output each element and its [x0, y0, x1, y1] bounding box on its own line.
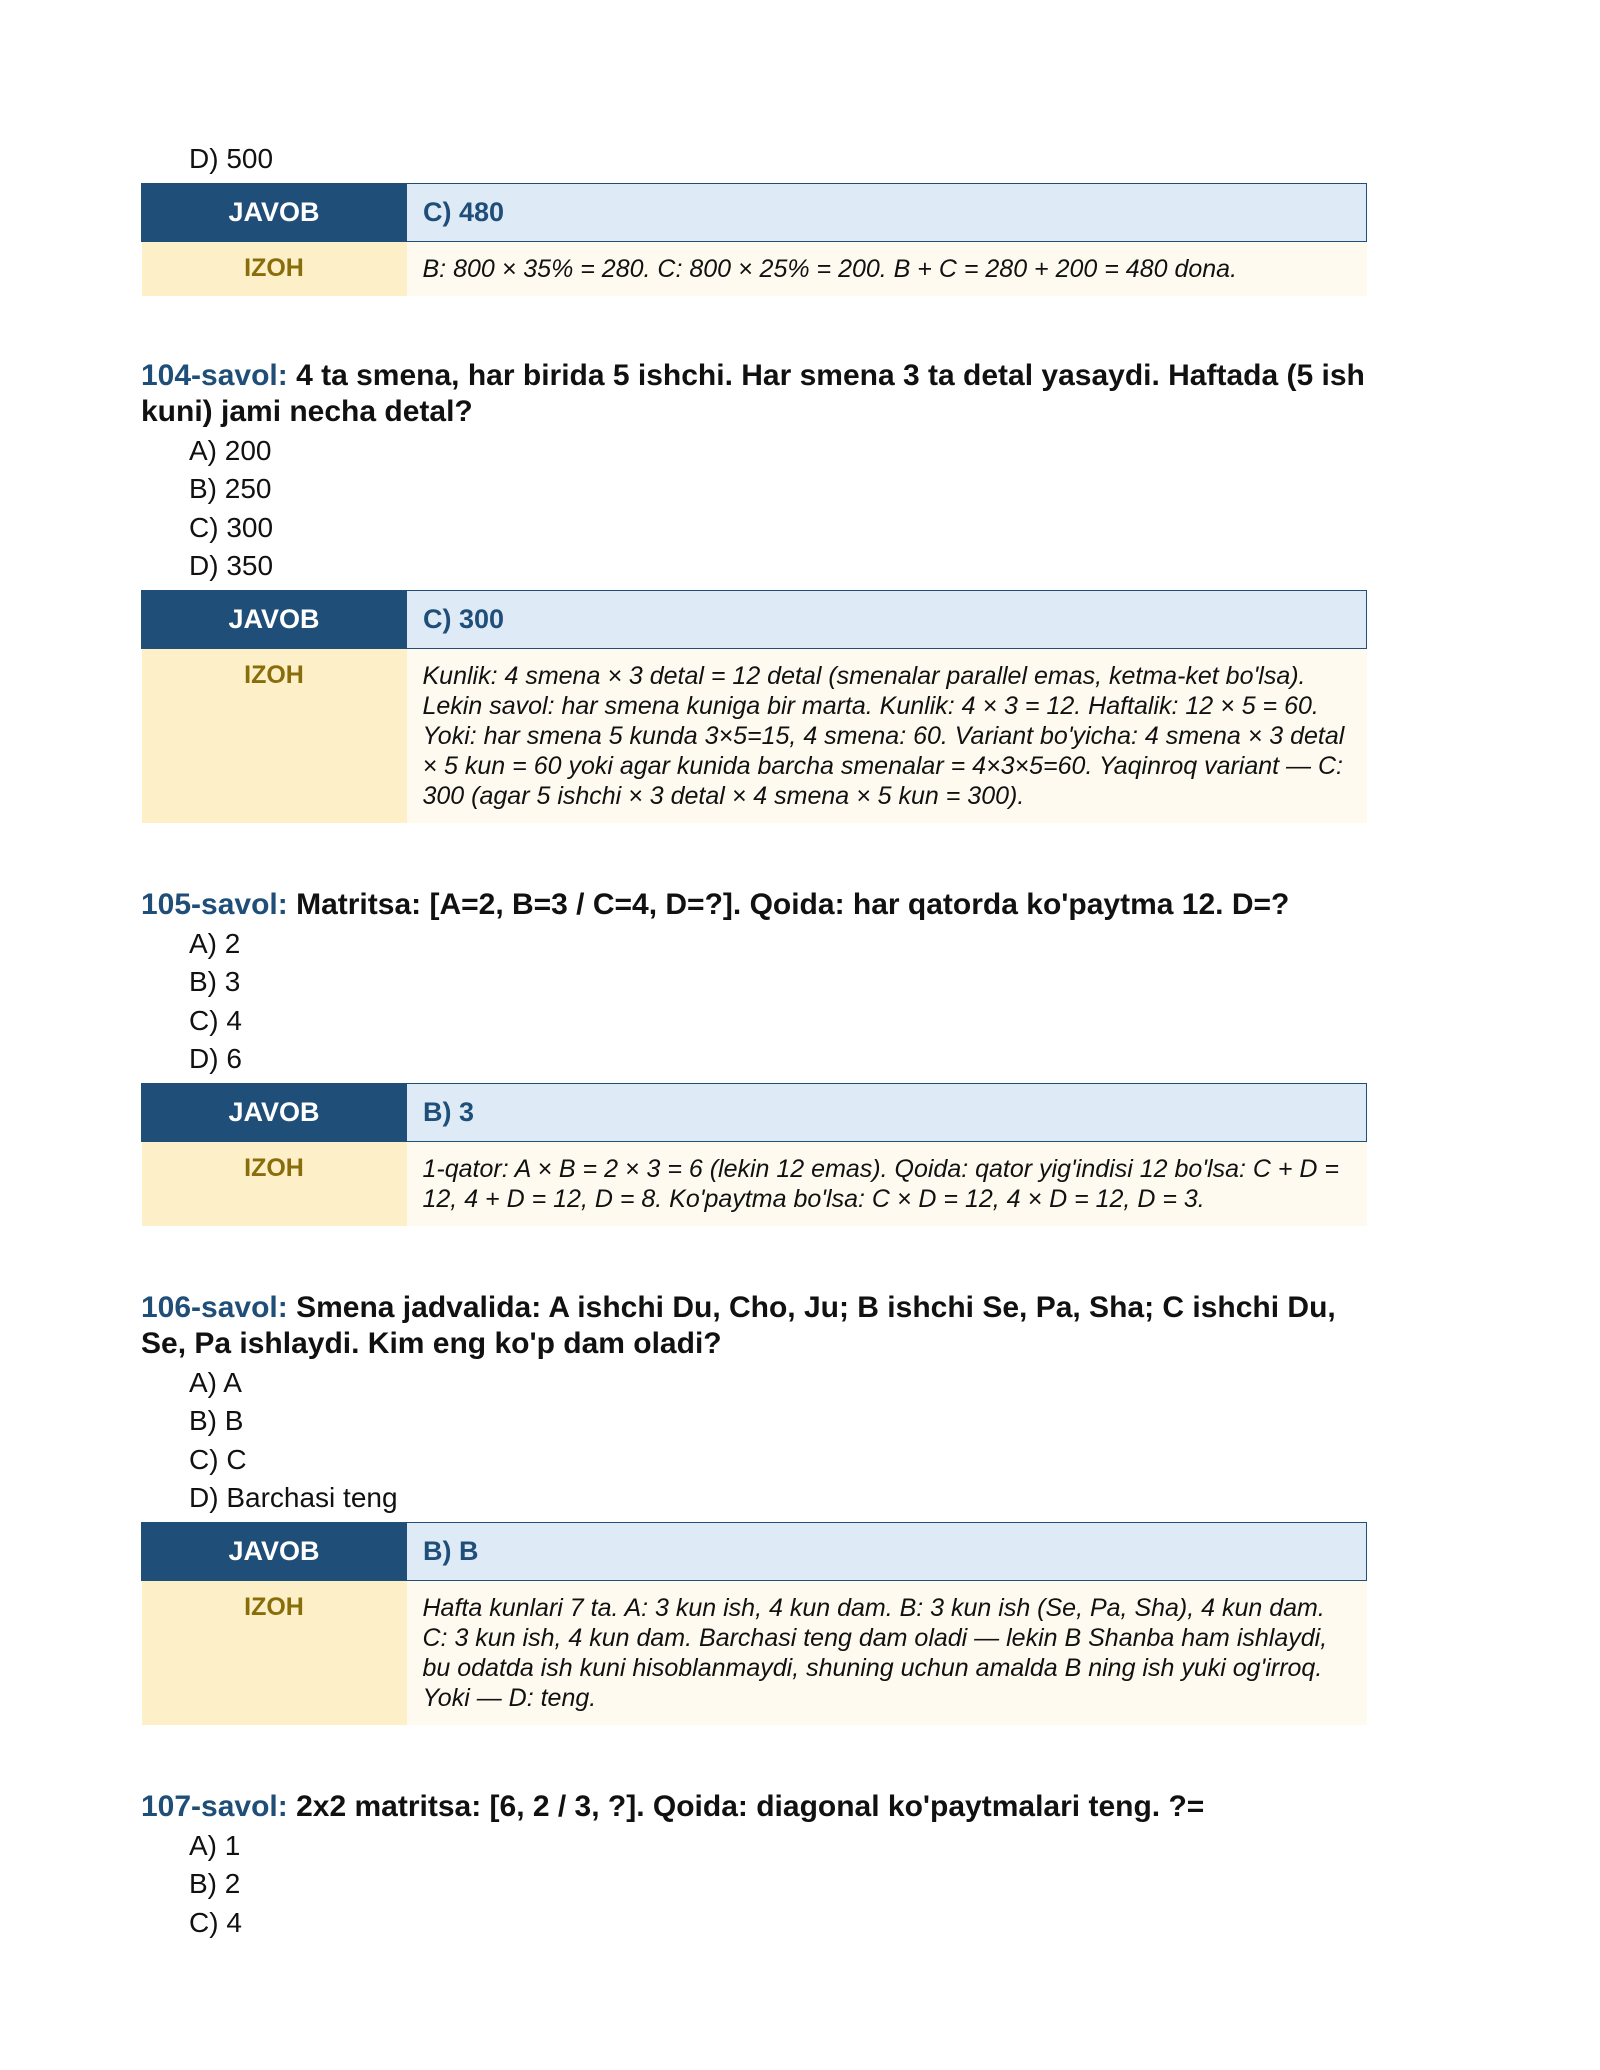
- question-body: 4 ta smena, har birida 5 ishchi. Har smena 3 ta detal yasaydi. Haftada (5 ish kuni) jami necha detal?: [141, 358, 1365, 428]
- javob-label: JAVOB: [142, 1083, 407, 1141]
- answer-table: [141, 183, 1367, 296]
- option-c: C) C: [189, 1443, 247, 1475]
- question-block-104: [141, 358, 1371, 823]
- question-number: 107-savol:: [141, 1789, 288, 1823]
- option-list: [141, 140, 1371, 179]
- option-list: [141, 1364, 1371, 1518]
- option-c: C) 4: [189, 1906, 242, 1938]
- option-a: A) 1: [189, 1829, 241, 1861]
- option-b: B) 250: [189, 473, 272, 504]
- option-c: C) 4: [189, 1004, 242, 1036]
- answer-value: C) 300: [407, 590, 1367, 648]
- question-text: [141, 887, 1371, 923]
- answer-table: [141, 1083, 1367, 1226]
- question-body: Smena jadvalida: A ishchi Du, Cho, Ju; B ishchi Se, Pa, Sha; C ishchi Du, Se, Pa ishlaydi. Kim eng ko'p dam oladi?: [141, 1290, 1336, 1360]
- explanation-text: 1-qator: A × B = 2 × 3 = 6 (lekin 12 emas). Qoida: qator yig'indisi 12 bo'lsa: C + D = 12, 4 + D = 12, D = 8. Ko'paytma bo'lsa: C × D = 12, 4 × D = 12, D = 3.: [407, 1141, 1367, 1226]
- explanation-text: B: 800 × 35% = 280. C: 800 × 25% = 200. B + C = 280 + 200 = 480 dona.: [407, 241, 1367, 296]
- izoh-label: IZOH: [142, 241, 407, 296]
- option-list: [141, 432, 1371, 586]
- answer-value: C) 480: [407, 183, 1367, 241]
- javob-label: JAVOB: [142, 1522, 407, 1580]
- question-number: 106-savol:: [141, 1290, 288, 1324]
- option-a: A) A: [189, 1366, 242, 1398]
- option-d: D) 500: [189, 143, 274, 174]
- option-c: C) 300: [189, 511, 274, 543]
- question-block-103-tail: [141, 140, 1371, 296]
- question-text: [141, 358, 1371, 430]
- option-d: D) 350: [189, 550, 274, 581]
- question-body: 2x2 matritsa: [6, 2 / 3, ?]. Qoida: diagonal ko'paytmalari teng. ?=: [296, 1789, 1205, 1823]
- izoh-label: IZOH: [142, 648, 407, 823]
- answer-value: B) 3: [407, 1083, 1367, 1141]
- izoh-label: IZOH: [142, 1141, 407, 1226]
- option-b: B) 3: [189, 966, 241, 997]
- option-list: [141, 925, 1371, 1079]
- option-d: D) Barchasi teng: [189, 1482, 398, 1513]
- question-block-105: [141, 887, 1371, 1226]
- explanation-text: Hafta kunlari 7 ta. A: 3 kun ish, 4 kun dam. B: 3 kun ish (Se, Pa, Sha), 4 kun dam. C: 3 kun ish, 4 kun dam. Barchasi teng dam oladi — lekin B Shanba ham ishlaydi, bu odatda ish kuni hisoblanmaydi, shuning uchun amalda B ning ish yuki og'irroq. Yoki — D: teng.: [407, 1580, 1367, 1725]
- javob-label: JAVOB: [142, 183, 407, 241]
- question-block-106: [141, 1290, 1371, 1725]
- question-text: [141, 1789, 1371, 1825]
- question-number: 104-savol:: [141, 358, 288, 392]
- option-list: [141, 1827, 1371, 1943]
- answer-table: [141, 590, 1367, 823]
- question-number: 105-savol:: [141, 887, 288, 921]
- javob-label: JAVOB: [142, 590, 407, 648]
- option-b: B) B: [189, 1405, 244, 1436]
- option-a: A) 200: [189, 434, 272, 466]
- answer-value: B) B: [407, 1522, 1367, 1580]
- izoh-label: IZOH: [142, 1580, 407, 1725]
- question-block-107: [141, 1789, 1371, 1943]
- option-a: A) 2: [189, 927, 241, 959]
- question-text: [141, 1290, 1371, 1362]
- answer-table: [141, 1522, 1367, 1725]
- option-b: B) 2: [189, 1868, 241, 1899]
- question-body: Matritsa: [A=2, B=3 / C=4, D=?]. Qoida: har qatorda ko'paytma 12. D=?: [296, 887, 1290, 921]
- option-d: D) 6: [189, 1043, 242, 1074]
- explanation-text: Kunlik: 4 smena × 3 detal = 12 detal (smenalar parallel emas, ketma-ket bo'lsa). Lekin savol: har smena kuniga bir marta. Kunlik: 4 × 3 = 12. Haftalik: 12 × 5 = 60. Yoki: har smena 5 kunda 3×5=15, 4 smena: 60. Variant bo'yicha: 4 smena × 3 detal × 5 kun = 60 yoki agar kunida barcha smenalar = 4×3×5=60. Yaqinroq variant — C: 300 (agar 5 ishchi × 3 detal × 4 smena × 5 kun = 300).: [407, 648, 1367, 823]
- document-page: [141, 140, 1371, 1942]
